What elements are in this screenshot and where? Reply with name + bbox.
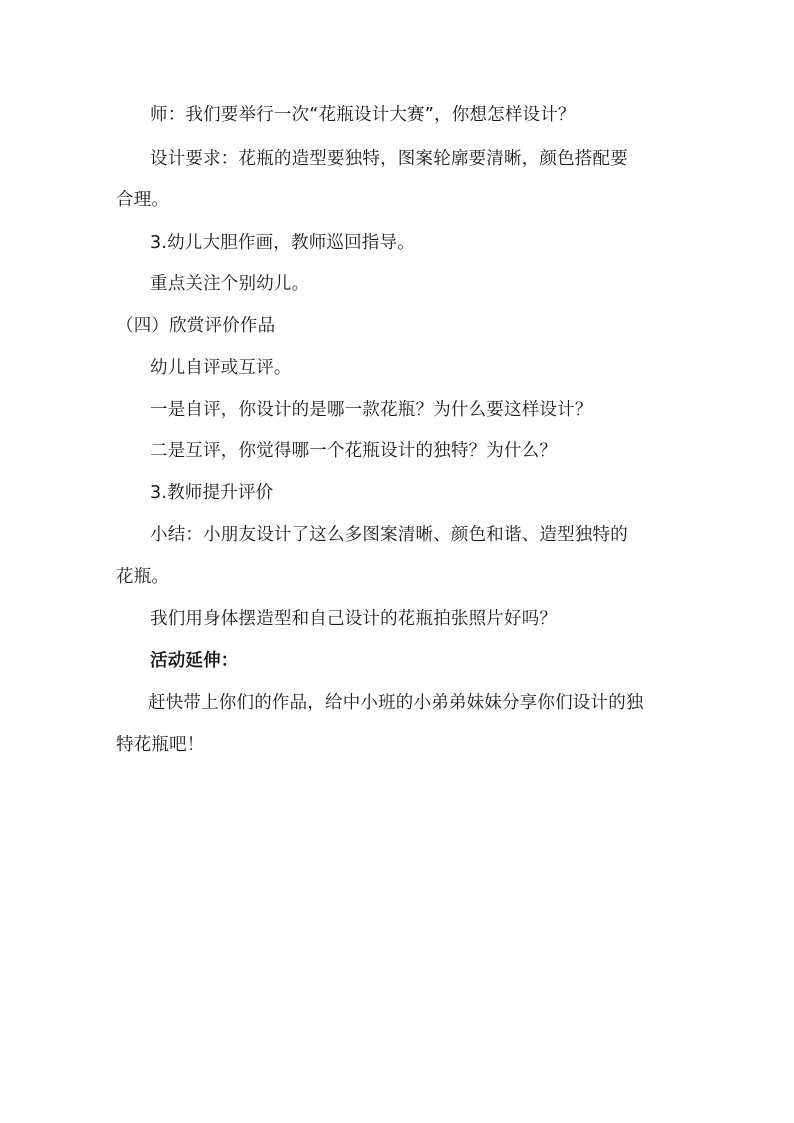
photo-line: 我们用身体摆造型和自己设计的花瓶拍张照片好吗？: [150, 609, 558, 629]
design-requirements-line: 设计要求：花瓶的造型要独特，图案轮廓要清晰，颜色搭配要: [150, 149, 628, 169]
activity-extension-line: 赶快带上你们的作品，给中小班的小弟弟妹妹分享你们设计的独: [148, 693, 644, 713]
design-requirements-continuation: 合理。: [116, 190, 170, 210]
summary-continuation: 花瓶。: [116, 567, 170, 587]
step-3-drawing-line: 3.幼儿大胆作画，教师巡回指导。: [150, 233, 415, 253]
teacher-evaluation-line: 3.教师提升评价: [150, 483, 274, 503]
self-evaluation-line: 一是自评，你设计的是哪一款花瓶？为什么要这样设计？: [150, 400, 593, 420]
summary-line: 小结：小朋友设计了这么多图案清晰、颜色和谐、造型独特的: [150, 525, 628, 545]
activity-extension-continuation: 特花瓶吧！: [116, 735, 205, 755]
teacher-question-line: 师：我们要举行一次“花瓶设计大赛”，你想怎样设计？: [150, 105, 576, 125]
section-heading-four: （四）欣赏评价作品: [116, 316, 276, 336]
peer-evaluation-line: 二是互评，你觉得哪一个花瓶设计的独特？为什么？: [150, 441, 558, 461]
activity-extension-heading: 活动延伸：: [150, 651, 239, 671]
focus-line: 重点关注个别幼儿。: [150, 274, 310, 294]
self-or-peer-evaluation-line: 幼儿自评或互评。: [150, 358, 292, 378]
